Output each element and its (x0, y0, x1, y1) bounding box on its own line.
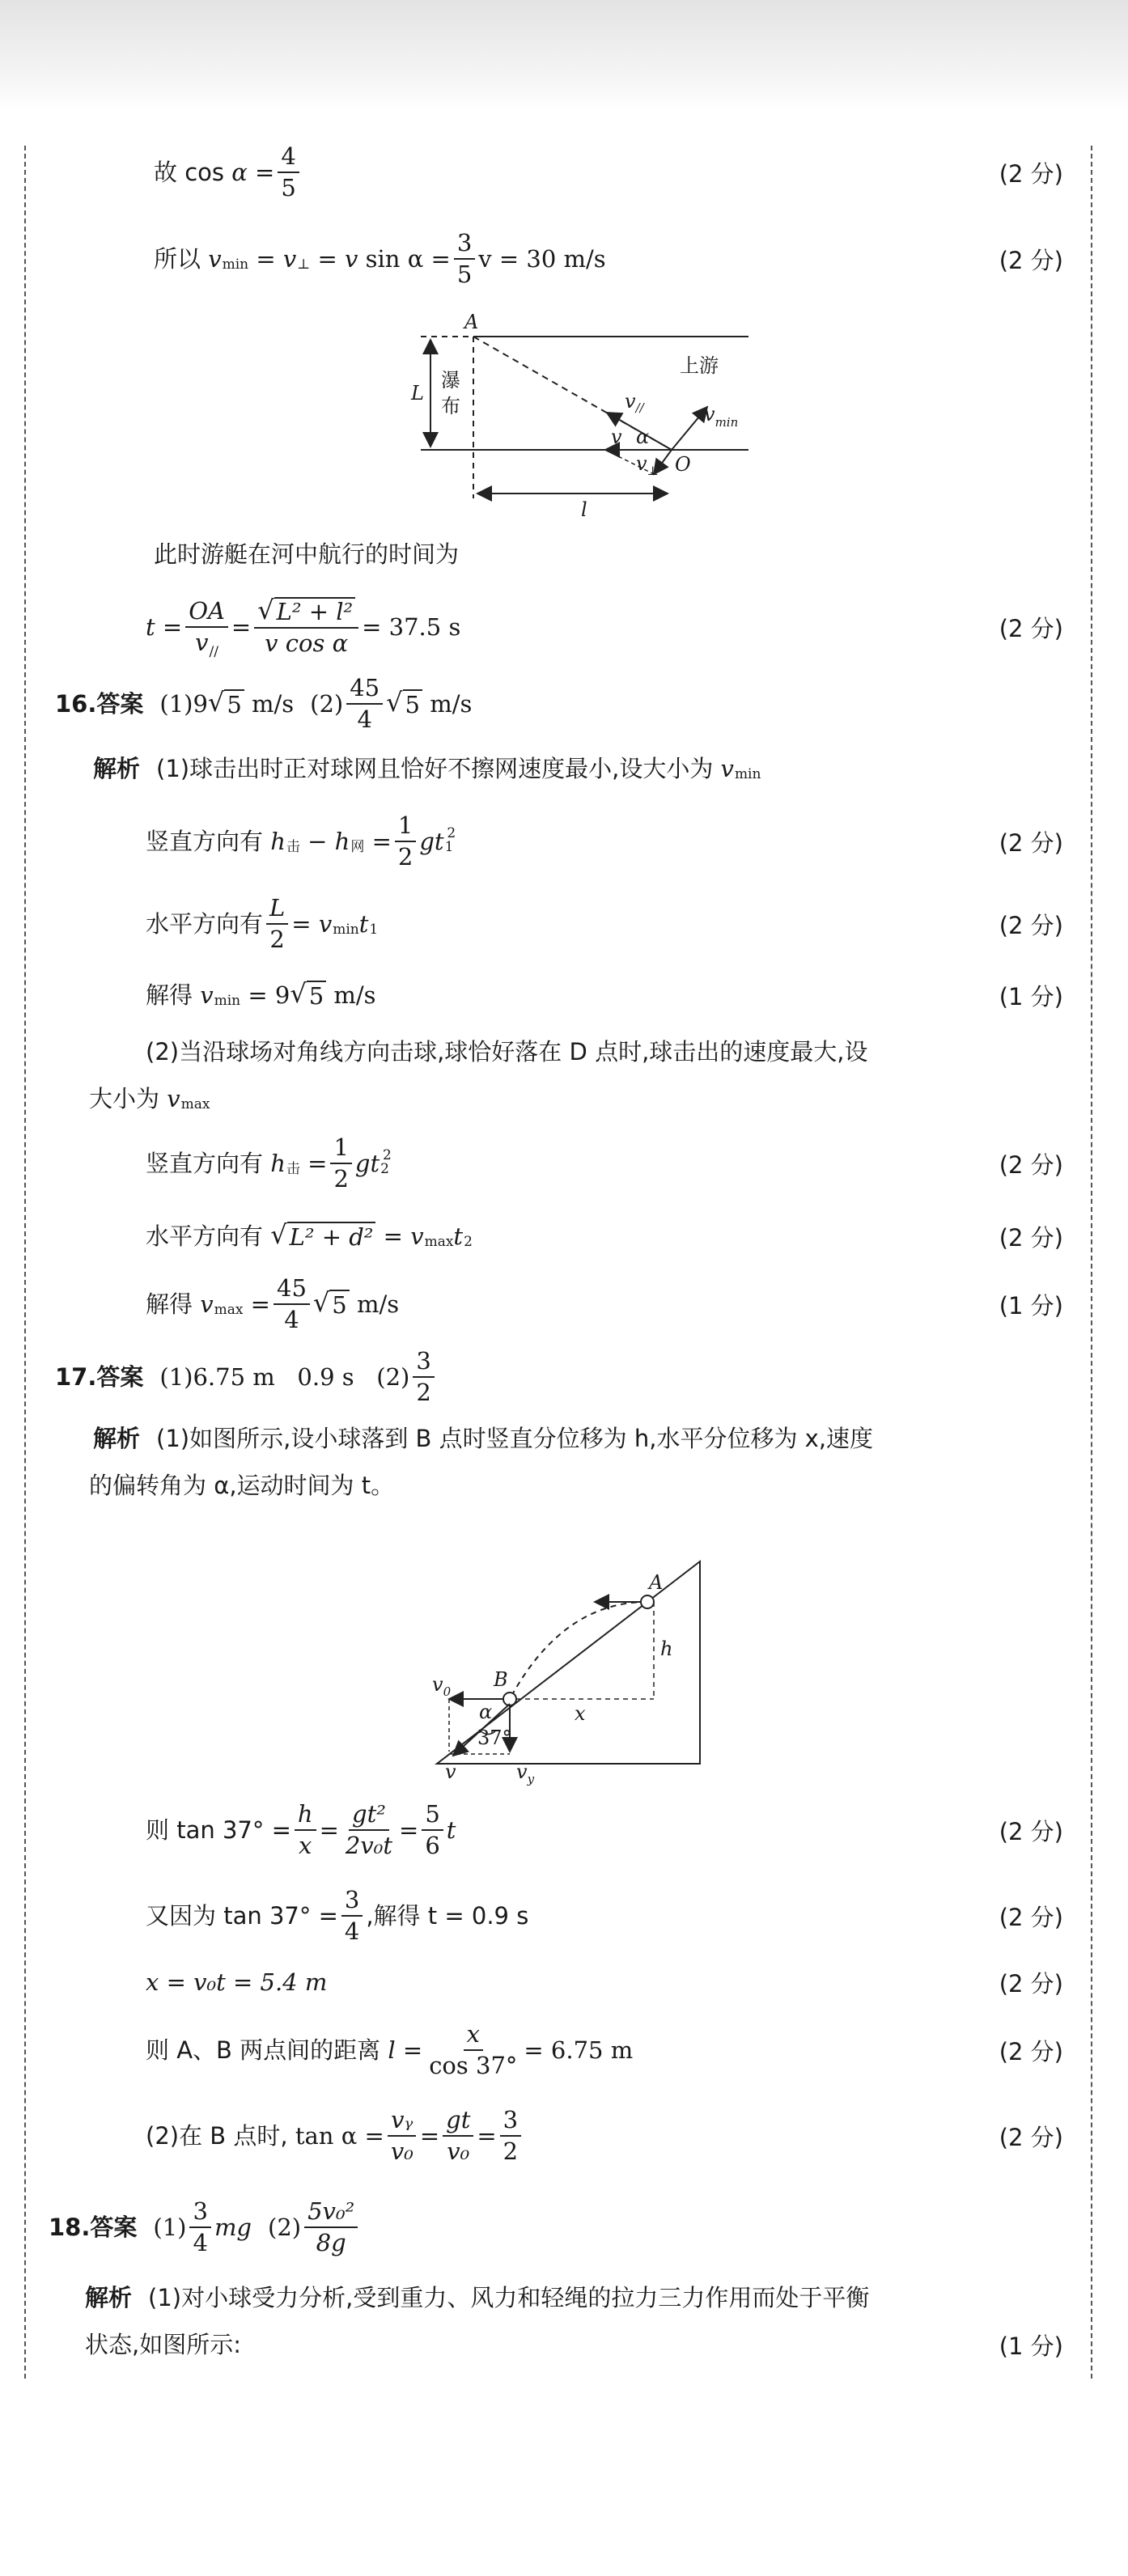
trajectory (510, 1602, 647, 1699)
label-A: A (464, 311, 479, 333)
score: (2 分) (999, 1150, 1063, 1179)
alpha-symbol: α (231, 158, 248, 186)
fraction-L-2: $\frac{L}{2}$ (266, 895, 288, 954)
fraction-45-4: $\frac{45}{4}$ (274, 1275, 310, 1334)
q16-vertical-1: 竖直方向有 h 击 − h 网 = $\frac{1}{2}$ gt 1 2 (2 分) (0, 801, 1128, 882)
score: (2 分) (999, 828, 1063, 857)
q17-tan37-eq: 则 tan 37° = $\frac{h}{x}$ = $\frac{\text{gt²}}{\text{2v₀t}}$ = $\frac{5}{6}$ t (2 分) (0, 1790, 1128, 1871)
q17-answer: 17. 答案 (1)6.75 m 0.9 s (2) $\frac{3}{2}$ (0, 1337, 1128, 1417)
label-waterfall-2: 布 (441, 395, 460, 417)
fraction-5-6: $\frac{5}{6}$ (422, 1801, 443, 1860)
text: 状态,如图所示: (85, 2330, 241, 2358)
q18-analysis-2 (0, 2312, 1128, 2377)
fraction-3-2: $\frac{3}{2}$ (500, 2107, 521, 2166)
q17-analysis-2 (0, 1453, 1128, 1518)
label-v-min: $v_{min}$ (704, 403, 739, 430)
text: (2)当沿球场对角线方向击球,球恰好落在 D 点时,球击出的速度最大,设 (146, 1037, 868, 1066)
fraction-3-4: $\frac{3}{4}$ (341, 1887, 363, 1946)
v-min-arrow (672, 407, 707, 450)
score: (2 分) (999, 246, 1063, 274)
fraction-1-2: $\frac{1}{2}$ (330, 1134, 351, 1193)
score: (2 分) (999, 1817, 1063, 1845)
q16-result-2: 解得 v max = $\frac{45}{4}$ √ 5 m/s (1 分) (0, 1264, 1128, 1345)
label-B: B (494, 1668, 508, 1691)
score: (2 分) (999, 1969, 1063, 1998)
label-O: O (675, 453, 691, 476)
score: (2 分) (999, 1223, 1063, 1252)
label-alpha: α (479, 1701, 493, 1723)
text: 此时游艇在河中航行的时间为 (154, 540, 460, 568)
label-alpha: α (636, 426, 650, 448)
q15-vmin-line: 所以 v min = v ⊥ = v sin α = $\frac{3}{5}$ v = 30 m/s (2 分) (0, 222, 1128, 295)
score: (2 分) (999, 159, 1063, 188)
score: (2 分) (999, 2123, 1063, 2151)
label-v: v (445, 1760, 456, 1783)
q16-horizontal-1: 水平方向有 $\frac{L}{2}$ = v min t 1 (2 分) (0, 883, 1128, 964)
q17-distance: 则 A、B 两点间的距离 l = $\frac{x}{\cos 37^\circ}$ = 6.75 m (2 分) (0, 2010, 1128, 2091)
q16-horizontal-2: 水平方向有 √ L² + d² = v max t 2 (2 分) (0, 1204, 1128, 1269)
label-v: v (611, 426, 622, 448)
fraction-gt2: $\frac{\text{gt²}}{\text{2v₀t}}$ (345, 1799, 393, 1859)
text: 所以 (154, 244, 201, 273)
q15-time-text (0, 518, 1128, 591)
label-v0: $v_0$ (432, 1673, 452, 1699)
label-waterfall-1: 瀑 (441, 369, 460, 392)
fraction-3-4: $\frac{3}{4}$ (189, 2198, 210, 2257)
q17-analysis-1: 解析 (1)如图所示,设小球落到 B 点时竖直分位移为 h,水平分位移为 x,速度 (93, 1424, 874, 1452)
incline-projectile-diagram (421, 1521, 761, 1788)
ball-A (641, 1595, 654, 1608)
river-boat-diagram (396, 306, 817, 524)
q18-analysis-1: 解析 (1)对小球受力分析,受到重力、风力和轻绳的拉力三力作用而处于平衡 (85, 2283, 870, 2311)
fraction-4-5: $\frac{4}{5}$ (278, 143, 299, 202)
label-L: L (411, 382, 424, 405)
fraction-5v0-8g: $\frac{\text{5v₀²}}{8g}$ (304, 2198, 358, 2257)
label-x: x (575, 1702, 586, 1725)
score: (2 分) (999, 614, 1063, 642)
q17-solve-t: 又因为 tan 37° = $\frac{3}{4}$ ,解得 t = 0.9 s (2 分) (0, 1875, 1128, 1956)
label-vy: $v_y$ (516, 1760, 535, 1786)
score: (2 分) (999, 911, 1063, 939)
score: (1 分) (999, 982, 1063, 1010)
label-37deg: 37° (477, 1727, 512, 1749)
text: 的偏转角为 α,运动时间为 t。 (89, 1471, 395, 1499)
q17-part2: (2)在 B 点时, tan α = $\frac{\text{vᵧ}}{\text{v₀}}$ = $\frac{gt}{\text{v₀}}$ = $\frac{3}{2}$ (2 分) (0, 2095, 1128, 2176)
text: x = v₀t = 5.4 m (146, 1968, 328, 1996)
fraction-3-5: $\frac{3}{5}$ (454, 230, 475, 289)
q16-result-1: 解得 v min = 9 √ 5 m/s (1 分) (0, 963, 1128, 1027)
fraction-OA-v: $\frac{OA}{v_{//}}$ (185, 598, 228, 657)
label-l: l (581, 498, 587, 521)
q15-time-eq: t = $\frac{OA}{v_{//}}$ = √ L² + l² v cos α = 37.5 s (2 分) (0, 583, 1128, 672)
q16-vertical-2: 竖直方向有 h 击 = $\frac{1}{2}$ gt 2 2 (2 分) (0, 1123, 1128, 1204)
scan-top-shade (0, 0, 1128, 113)
fraction-sqrt: √ L² + l² v cos α (254, 597, 358, 658)
fraction-1-2: $\frac{1}{2}$ (395, 812, 416, 871)
q16-answer: 16. 答案 (1)9 √ 5 m/s (2) $\frac{45}{4}$ √ 5 m/s (55, 673, 473, 733)
label-h: h (660, 1638, 673, 1660)
q16-analysis-1: 解析 (1)球击出时正对球网且恰好不擦网速度最小,设大小为 v min (93, 754, 761, 782)
fraction-vy-v0: $\frac{\text{vᵧ}}{\text{v₀}}$ (388, 2107, 417, 2166)
label-A: A (649, 1571, 664, 1594)
q18-answer: 18. 答案 (1) $\frac{3}{4}$ mg (2) $\frac{\text{5v₀²}}{8g}$ (0, 2183, 1128, 2272)
q15-cos-line: 故 cos α = $\frac{4}{5}$ (2 分) (0, 136, 1128, 209)
fraction-45-4: $\frac{45}{4}$ (346, 675, 383, 734)
fraction-gt-v0: $\frac{gt}{\text{v₀}}$ (443, 2107, 473, 2166)
q16-part2-line2: 大小为 v max (89, 1084, 210, 1112)
score: (2 分) (999, 2037, 1063, 2065)
label-v-parallel: $v_{//}$ (625, 390, 644, 415)
fraction-h-x: $\frac{h}{x}$ (295, 1801, 316, 1860)
label-v-perp: $v_\perp$ (636, 452, 659, 478)
ball-B (503, 1693, 516, 1705)
text: 故 cos (154, 158, 225, 186)
fraction-x-cos37: $\frac{x}{\cos 37^\circ}$ (429, 2019, 518, 2079)
score: (2 分) (999, 1903, 1063, 1931)
label-upstream: 上游 (680, 354, 719, 377)
q17-x-eq (0, 1950, 1128, 2015)
score: (1 分) (999, 2332, 1063, 2360)
fraction-3-2: $\frac{3}{2}$ (413, 1348, 434, 1407)
score: (1 分) (999, 1291, 1063, 1320)
